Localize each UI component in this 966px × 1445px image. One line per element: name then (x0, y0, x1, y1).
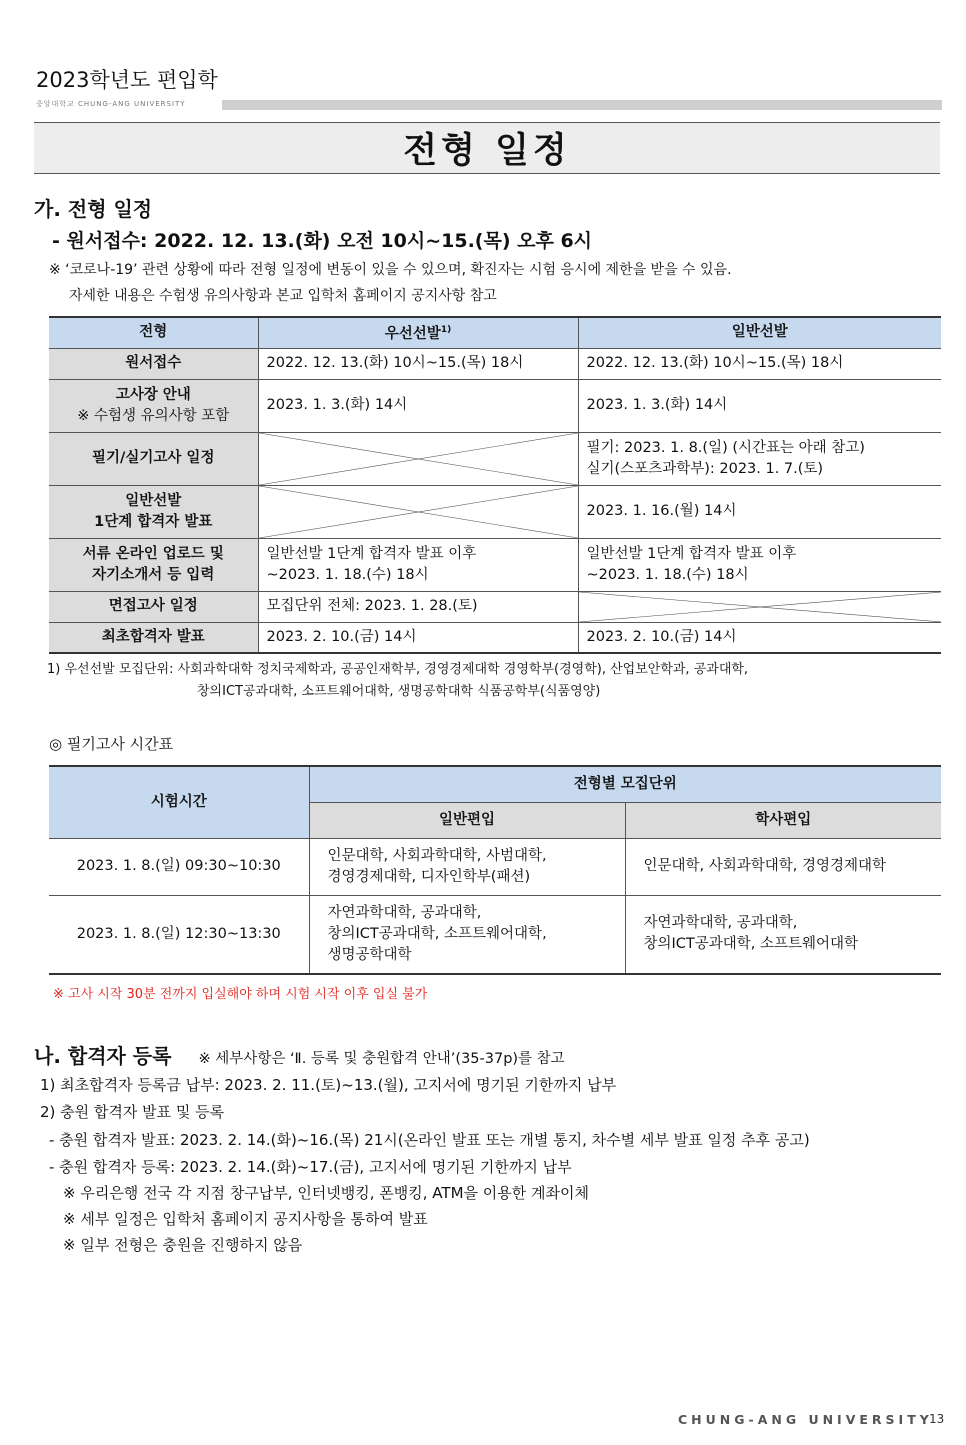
cell-line: 인문대학, 사회과학대학, 사범대학, (327, 847, 547, 864)
col-header-general-transfer: 일반편입 (309, 802, 625, 838)
col-header-type: 전형 (49, 317, 258, 348)
row-label: 필기/실기고사 일정 (49, 432, 258, 485)
table-row (49, 622, 941, 653)
cell-priority: 2023. 1. 3.(화) 14시 (258, 379, 578, 432)
exam-time: 2023. 1. 8.(일) 12:30~13:30 (49, 895, 309, 974)
table-row (49, 432, 941, 485)
row-label-main: 고사장 안내 (115, 386, 191, 403)
section-b-item: ※ 세부 일정은 입학처 홈페이지 공지사항을 통하여 발표 (63, 1210, 428, 1228)
cell-priority: 2023. 2. 10.(금) 14시 (258, 622, 578, 653)
row-label: 면접고사 일정 (49, 591, 258, 622)
cell-general: 2022. 12. 13.(화) 10시~15.(목) 18시 (578, 348, 941, 379)
cell-general: 2023. 1. 16.(월) 14시 (578, 485, 941, 538)
table-row (49, 485, 941, 538)
footer-university: CHUNG-ANG UNIVERSITY (678, 1412, 933, 1427)
section-b-item: ※ 일부 전형은 충원을 진행하지 않음 (63, 1236, 303, 1254)
university-logo-text: 중앙대학교 CHUNG-ANG UNIVERSITY (36, 100, 186, 108)
cell-line: 창의ICT공과대학, 소프트웨어대학 (643, 936, 859, 953)
header-bar (222, 100, 942, 110)
cell-line: 자연과학대학, 공과대학, (643, 915, 798, 932)
cross-mark-icon (579, 592, 942, 622)
section-b-heading: 나. 합격자 등록 (34, 1044, 172, 1068)
table-row (49, 591, 941, 622)
footnote-line-2: 창의ICT공과대학, 소프트웨어대학, 생명공학대학 식품공학부(식품영양) (197, 684, 601, 699)
table-row (49, 348, 941, 379)
cell-general: 2023. 1. 3.(화) 14시 (578, 379, 941, 432)
bachelor-units: 인문대학, 사회과학대학, 경영경제대학 (625, 838, 941, 895)
cell-priority: 2022. 12. 13.(화) 10시~15.(목) 18시 (258, 348, 578, 379)
col-header-general: 일반선발 (578, 317, 941, 348)
section-b-item: 1) 최초합격자 등록금 납부: 2023. 2. 11.(토)~13.(월), 고지서에 명기된 기한까지 납부 (40, 1076, 617, 1094)
table-header-row (49, 766, 941, 802)
cell-line: 실기(스포츠과학부): 2023. 1. 7.(토) (586, 460, 824, 477)
cell-line: 창의ICT공과대학, 소프트웨어대학, (327, 925, 547, 942)
notice-line-2: 자세한 내용은 수험생 유의사항과 본교 입학처 홈페이지 공지사항 참고 (69, 288, 497, 304)
cell-general: 2023. 2. 10.(금) 14시 (578, 622, 941, 653)
section-b-item: 2) 충원 합격자 발표 및 등록 (40, 1103, 225, 1121)
cell-priority: 모집단위 전체: 2023. 1. 28.(토) (258, 591, 578, 622)
row-label (49, 485, 258, 538)
general-units (309, 838, 625, 895)
col-header-units: 전형별 모집단위 (309, 766, 941, 802)
cell-not-applicable (258, 432, 578, 485)
schedule-table (49, 316, 941, 654)
row-label (49, 538, 258, 591)
exam-entry-warning: ※ 고사 시작 30분 전까지 입실해야 하며 시험 시작 이후 입실 불가 (53, 987, 428, 1002)
bachelor-units (625, 895, 941, 974)
section-b-item: ※ 우리은행 전국 각 지점 창구납부, 인터넷뱅킹, 폰뱅킹, ATM을 이용한 계좌이체 (63, 1184, 589, 1202)
row-label-line: 일반선발 (125, 492, 182, 509)
table-row (49, 538, 941, 591)
page-title-box (34, 122, 940, 174)
section-b-item: - 충원 합격자 발표: 2023. 2. 14.(화)~16.(목) 21시(온라인 발표 또는 개별 통지, 차수별 세부 발표 일정 추후 공고) (49, 1131, 810, 1149)
exam-timetable (49, 765, 941, 975)
row-label (49, 379, 258, 432)
cell-line: 일반선발 1단계 합격자 발표 이후 (586, 545, 797, 562)
timetable-heading: ◎ 필기고사 시간표 (49, 735, 174, 753)
cell-line: 생명공학대학 (327, 946, 412, 963)
cross-mark-icon (259, 433, 578, 485)
general-units (309, 895, 625, 974)
cell-not-applicable (258, 485, 578, 538)
application-period: - 원서접수: 2022. 12. 13.(화) 오전 10시~15.(목) 오후 6시 (52, 230, 593, 252)
row-label-line: 자기소개서 등 입력 (92, 566, 215, 583)
section-b-note: ※ 세부사항은 ‘Ⅱ. 등록 및 충원합격 안내’(35-37p)를 참고 (198, 1051, 565, 1067)
col-header-bachelor-transfer: 학사편입 (625, 802, 941, 838)
page-title: 전형 일정 (403, 131, 571, 171)
cell-general (578, 538, 941, 591)
row-label-line: 1단계 합격자 발표 (94, 513, 213, 530)
row-label: 최초합격자 발표 (49, 622, 258, 653)
cell-line: 자연과학대학, 공과대학, (327, 904, 482, 921)
section-b-header (34, 1040, 565, 1069)
cell-line: ~2023. 1. 18.(수) 18시 (266, 566, 429, 583)
table-row (49, 838, 941, 895)
table-header-row (49, 317, 941, 348)
cell-line: 경영경제대학, 디자인학부(패션) (327, 868, 531, 885)
cell-line: ~2023. 1. 18.(수) 18시 (586, 566, 749, 583)
table-row (49, 895, 941, 974)
section-b-item: - 충원 합격자 등록: 2023. 2. 14.(화)~17.(금), 고지서에 명기된 기한까지 납부 (49, 1158, 572, 1176)
exam-time: 2023. 1. 8.(일) 09:30~10:30 (49, 838, 309, 895)
notice-line-1: ※ ‘코로나-19’ 관련 상황에 따라 전형 일정에 변동이 있을 수 있으며, 확진자는 시험 응시에 제한을 받을 수 있음. (49, 262, 732, 278)
footnote-line-1: 1) 우선선발 모집단위: 사회과학대학 정치국제학과, 공공인재학부, 경영경제대학 경영학부(경영학), 산업보안학과, 공과대학, (47, 662, 749, 677)
row-label: 원서접수 (49, 348, 258, 379)
cell-line: 일반선발 1단계 합격자 발표 이후 (266, 545, 477, 562)
section-a-heading: 가. 전형 일정 (34, 197, 153, 221)
document-year-title: 2023학년도 편입학 (36, 68, 218, 92)
col-header-priority: 우선선발$^{1)}$ (258, 317, 578, 348)
cross-mark-icon (259, 486, 578, 538)
cell-not-applicable (578, 591, 941, 622)
row-label-line: 서류 온라인 업로드 및 (82, 545, 224, 562)
table-row (49, 379, 941, 432)
row-label-sub: ※ 수험생 유의사항 포함 (77, 407, 230, 424)
cell-line: 필기: 2023. 1. 8.(일) (시간표는 아래 참고) (586, 439, 865, 456)
cell-priority (258, 538, 578, 591)
page-number: 13 (929, 1412, 945, 1426)
cell-general (578, 432, 941, 485)
col-header-time: 시험시간 (49, 766, 309, 838)
